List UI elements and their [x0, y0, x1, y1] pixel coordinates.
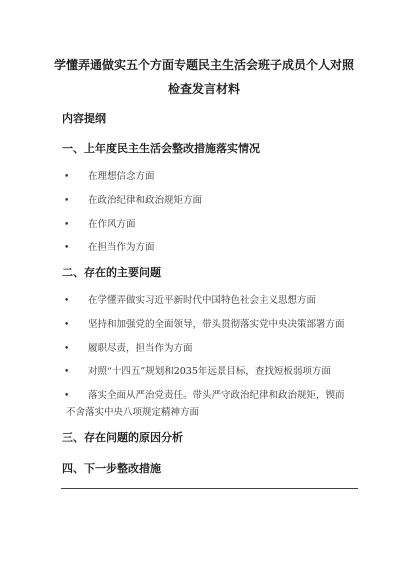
bullet-icon: • [64, 344, 70, 354]
section-4-heading: 四、下一步整改措施 [62, 462, 161, 475]
section-1-item-1: 在理想信念方面 [88, 171, 155, 182]
section-1-item-2: 在政治纪律和政治规矩方面 [88, 195, 203, 206]
section-2-item-3: 履职尽责，担当作为方面 [88, 343, 193, 354]
section-2-item-2: 坚持和加强党的全面领导，带头贯彻落实党中央决策部署方面 [88, 319, 345, 330]
section-1-item-4: 在担当作为方面 [88, 242, 155, 253]
bullet-icon: • [64, 296, 70, 306]
section-1-item-3: 在作风方面 [88, 219, 136, 230]
section-3-heading: 三、存在问题的原因分析 [62, 431, 183, 444]
section-1-heading: 一、上年度民主生活会整改措施落实情况 [62, 142, 260, 155]
section-2-heading: 二、存在的主要问题 [62, 266, 161, 279]
bullet-icon: • [64, 196, 70, 206]
document-title-line-1: 学懂弄通做实五个方面专题民主生活会班子成员个人对照 [53, 58, 354, 72]
bullet-icon: • [64, 220, 70, 230]
section-2-item-5: 落实全面从严治党责任。带头严守政治纪律和政治规矩，锲而 [88, 390, 345, 401]
bullet-icon: • [64, 243, 70, 253]
horizontal-divider [61, 488, 358, 489]
bullet-icon: • [64, 172, 70, 182]
bullet-icon: • [64, 320, 70, 330]
section-2-item-5-continuation: 不舍落实中央八项规定精神方面 [66, 407, 200, 418]
bullet-icon: • [64, 367, 70, 377]
bullet-icon: • [64, 391, 70, 401]
document-title-line-2: 检查发言材料 [167, 82, 240, 96]
section-2-item-1: 在学懂弄做实习近平新时代中国特色社会主义思想方面 [88, 295, 317, 306]
summary-heading: 内容提纲 [62, 112, 106, 125]
section-2-item-4: 对照“十四五”规划和2035年远景目标，查找短板弱项方面 [88, 366, 331, 377]
